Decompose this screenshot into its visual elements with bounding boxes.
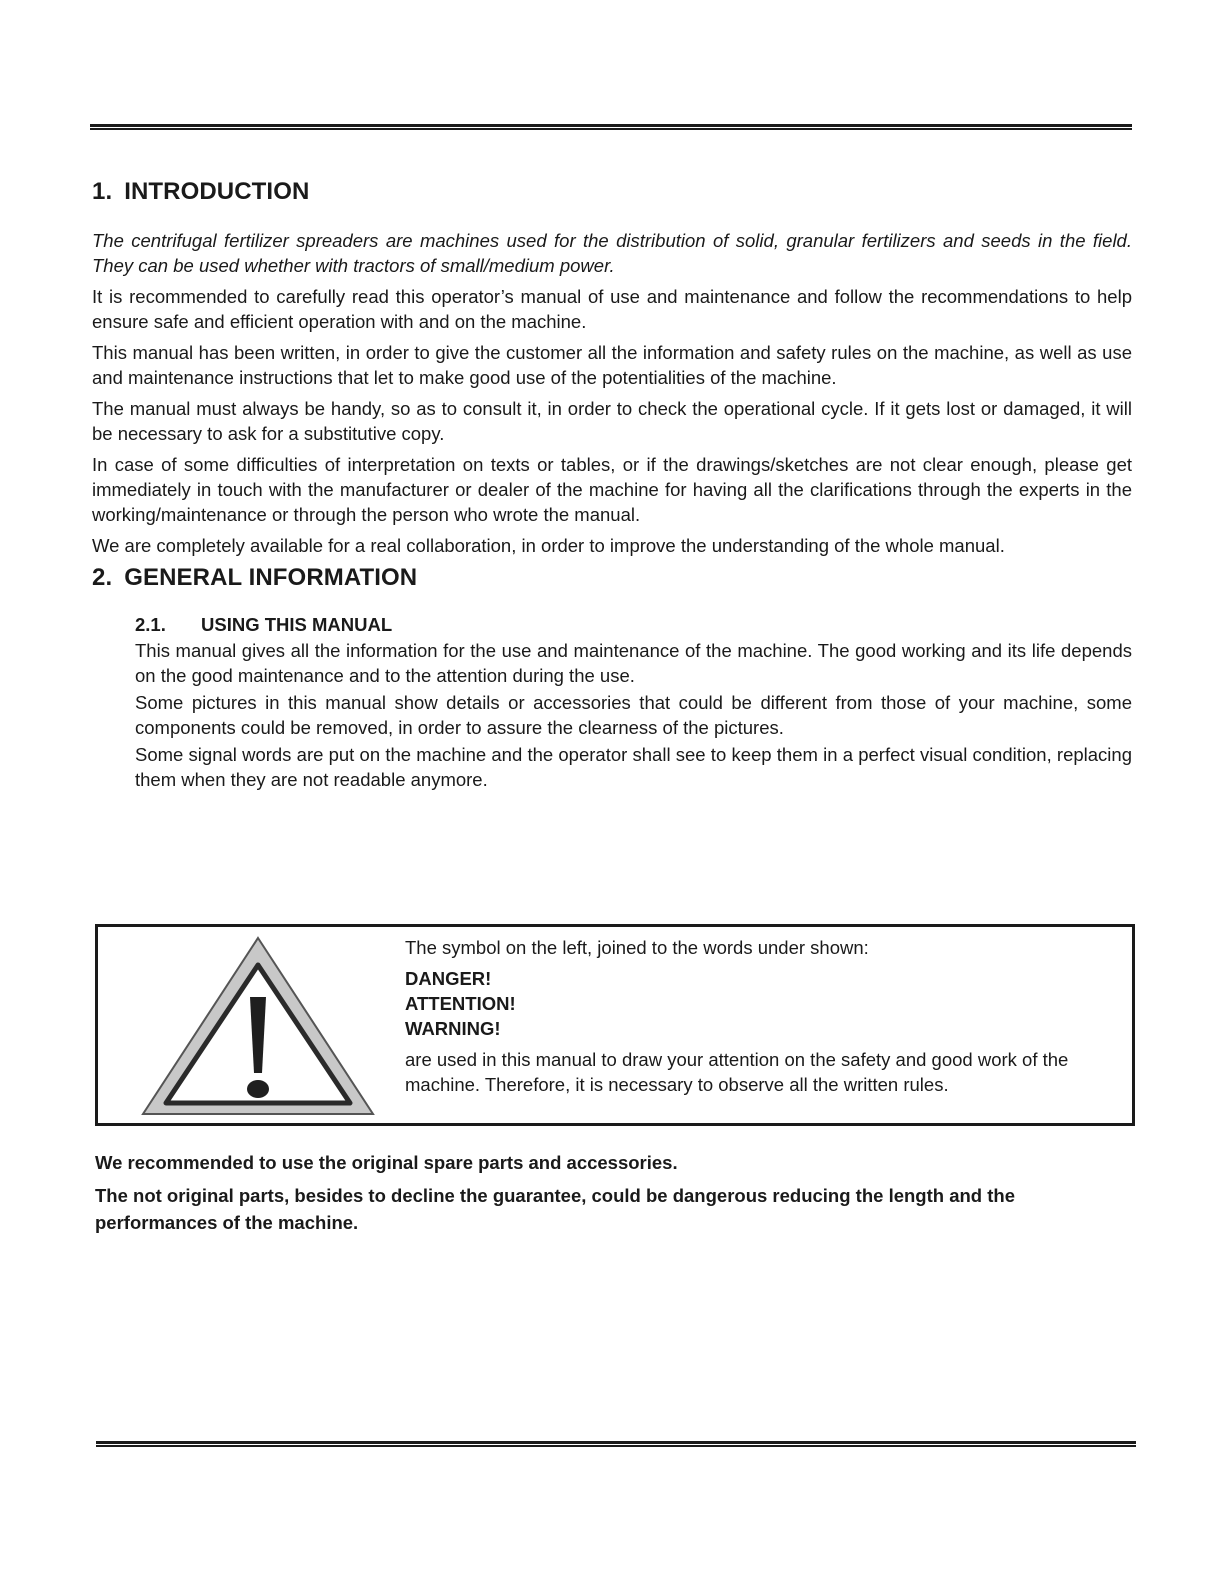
subsection-heading-using-this-manual: 2.1. USING THIS MANUAL <box>135 614 393 635</box>
spare-parts-note: We recommended to use the original spare parts and accessories. <box>95 1152 678 1173</box>
subsection-body <box>135 638 1132 792</box>
top-rule <box>90 124 1132 130</box>
section-heading-general-information: 2. GENERAL INFORMATION <box>92 564 418 591</box>
intro-paragraph: We are completely available for a real collaboration, in order to improve the understanding of the whole manual. <box>92 535 1005 556</box>
warning-triangle-icon <box>140 935 376 1117</box>
signal-word-danger: DANGER! <box>405 968 492 989</box>
subsection-paragraph: This manual gives all the information for the use and maintenance of the machine. The good working and its life depends on the good maintenance and to the attention during the use. <box>135 640 1132 686</box>
subsection-paragraph: Some pictures in this manual show details or accessories that could be different from those of your machine, some components could be removed, in order to assure the clearness of the pictures. <box>135 692 1132 738</box>
bottom-rule <box>96 1441 1136 1447</box>
page-content <box>92 178 1132 794</box>
intro-paragraph: The manual must always be handy, so as to consult it, in order to check the operational cycle. If it gets lost or damaged, it will be necessary to ask for a substitutive copy. <box>92 398 1132 444</box>
intro-paragraph: It is recommended to carefully read this operator’s manual of use and maintenance and follow the recommendations to help ensure safe and efficient operation with and on the machine. <box>92 286 1132 332</box>
spare-parts-notes <box>95 1149 1135 1242</box>
section-heading-introduction: 1. INTRODUCTION <box>92 178 310 205</box>
warning-text <box>405 935 1125 1103</box>
subsection-paragraph: Some signal words are put on the machine and the operator shall see to keep them in a perfect visual condition, replacing them when they are not readable anymore. <box>135 744 1132 790</box>
intro-paragraph: The centrifugal fertilizer spreaders are machines used for the distribution of solid, granular fertilizers and seeds in the field. They can be used whether with tractors of small/medium power. <box>92 230 1132 276</box>
safety-warning-box <box>95 924 1135 1126</box>
signal-word-warning: WARNING! <box>405 1018 501 1039</box>
warning-intro: The symbol on the left, joined to the words under shown: <box>405 937 869 958</box>
signal-word-attention: ATTENTION! <box>405 993 516 1014</box>
intro-paragraph: This manual has been written, in order to give the customer all the information and safety rules on the machine, as well as use and maintenance instructions that let to make good use of the potentialities of the machine. <box>92 342 1132 388</box>
warning-explanation: are used in this manual to draw your attention on the safety and good work of the machine. Therefore, it is necessary to observe all the written rules. <box>405 1049 1069 1095</box>
signal-words <box>405 966 1125 1041</box>
intro-paragraph: In case of some difficulties of interpretation on texts or tables, or if the drawings/sketches are not clear enough, please get immediately in touch with the manufacturer or dealer of the machine for having all the clarifications through the experts in the working/maintenance or through the person who wrote the manual. <box>92 454 1132 525</box>
spare-parts-note: The not original parts, besides to decline the guarantee, could be dangerous reducing the length and the performances of the machine. <box>95 1185 1015 1233</box>
